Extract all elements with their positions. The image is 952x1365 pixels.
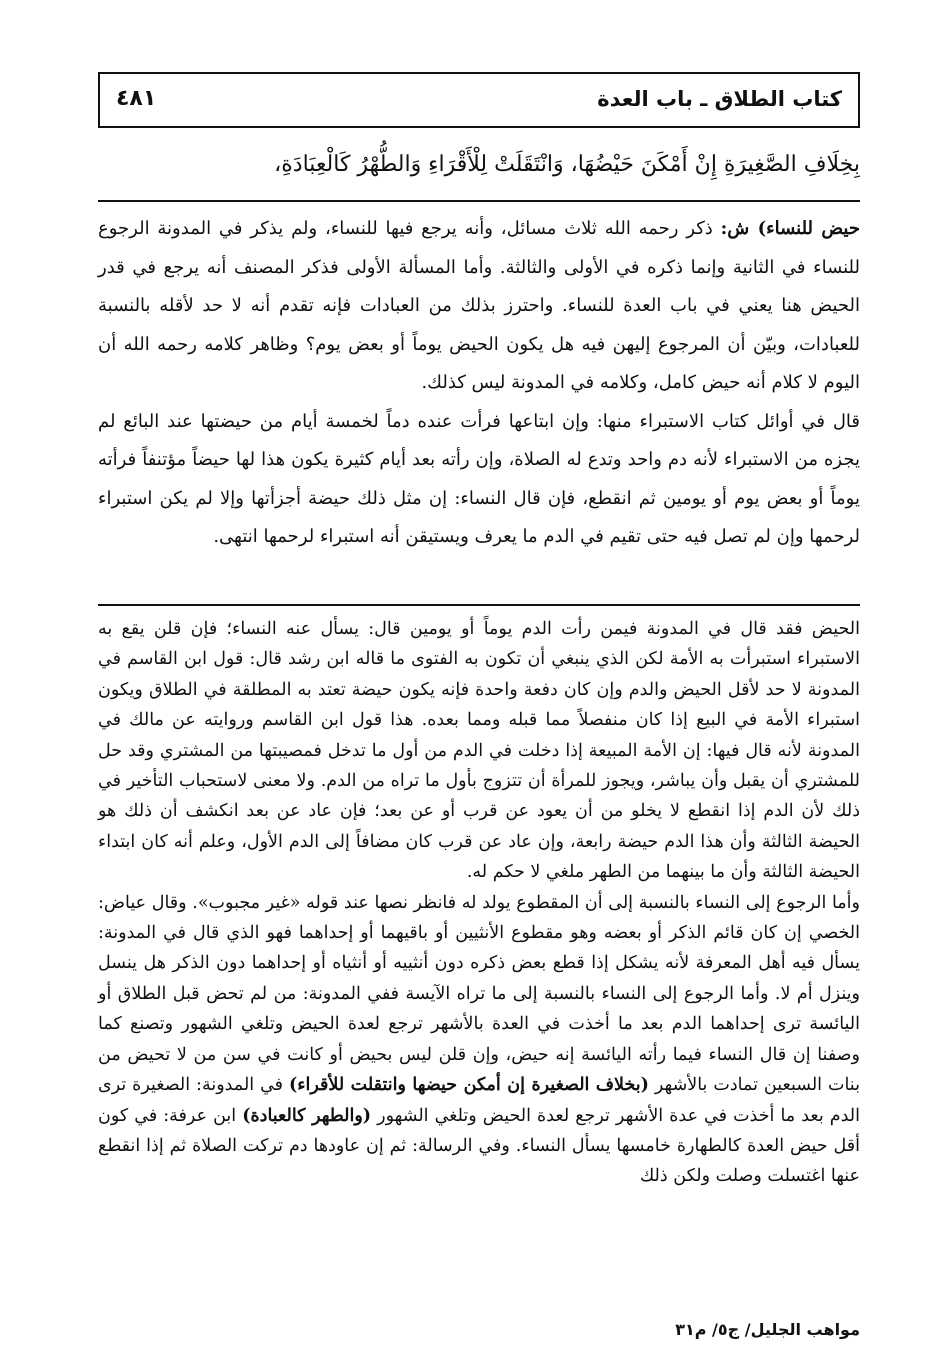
sharh-paragraph-1 — [98, 210, 860, 403]
matn-line: بِخِلَافِ الصَّغِيرَةِ إِنْ أَمْكَنَ حَيْضُهَا، وَانْتَقَلَتْ لِلْأَقْرَاءِ وَالطُّهْرُ كَالْعِبَادَةِ، — [274, 152, 860, 177]
hashiya-text-4: ابن عرفة: في كون أقل حيض العدة كالطهارة خامسها يسأل النساء. وفي الرسالة: ثم إن عاودها دم تركت الصلاة ثم إذا انقطع عنها اغتسلت وصلت ولكن ذلك — [98, 1105, 860, 1187]
sharh-section — [98, 210, 860, 557]
chapter-title: كتاب الطلاق ـ باب العدة — [597, 87, 842, 111]
page-number: ٤٨١ — [116, 86, 157, 111]
hashiya-section — [98, 614, 860, 1192]
sharh-text-1: ذكر رحمه الله ثلاث مسائل، وأنه يرجع فيها للنساء، ولم يذكر في المدونة الرجوع للنساء في الثانية وإنما ذكره في الأولى والثالثة. وأما المسألة الأولى فذكر المصنف أنه يرجع في قدر الحيض هنا يعني في باب العدة للنساء. واحترز بذلك من العبادات فإنه تقدم أنه لا حد لأقله بالنسبة للعبادات، وبيّن أن المرجوع إليهن فيه هل يكون الحيض يوماً أو بعض يوم؟ وظاهر كلامه رحمه الله أن اليوم لا كلام أنه حيض كامل، وكلامه في المدونة ليس كذلك. — [98, 218, 860, 393]
sharh-paragraph-2: قال في أوائل كتاب الاستبراء منها: وإن ابتاعها فرأت عنده دماً لخمسة أيام من حيضتها عند البائع لم يجزه من الاستبراء لأنه دم واحد وتدع له الصلاة، وإن رأته بعد أيام كثيرة يكون هذا لها حيضاً مؤتنفاً فرأته يوماً أو بعض يوم أو يومين ثم انقطع، فإن قال النساء: إن مثل ذلك حيضة أجزأتها وإلا لم يكن استبراء لرحمها وإن لم تصل فيه حتى تقيم في الدم ما يعرف ويستيقن أنه استبراء لرحمها انتهى. — [98, 410, 860, 547]
matn-divider — [98, 200, 860, 202]
footer-signature: مواهب الجليل/ ج٥/ م٣١ — [675, 1320, 860, 1339]
hashiya-paragraph-1: الحيض فقد قال في المدونة فيمن رأت الدم يوماً أو يومين قال: يسأل عنه النساء؛ فإن قلن يقع به الاستبراء استبرأت به الأمة لكن الذي ينبغي أن تكون به الفتوى ما قاله ابن رشد قال: قول ابن القاسم في المدونة لا حد لأقل الحيض والدم وإن كان دفعة واحدة فإنه يكون حيضة تعتد به المطلقة في الطلاق ويكون استبراء الأمة في البيع إذا كان منفصلاً مما قبله ومما بعده. هذا قول ابن القاسم وروايته عن مالك في المدونة لأنه قال فيها: إن الأمة المبيعة إذا دخلت في الدم من أول ما تدخل فمصيبتها من المشتري وقد حل للمشتري أن يقبل وأن يباشر، ويجوز للمرأة أن تتزوج بأول ما تراه من الدم. ولا معنى لاستحباب التأخير في ذلك لأن الدم إذا انقطع لا يخلو من أن يعود عن قرب أو عن بعد؛ فإن عاد عن بعد انكشف أن ذلك هو الحيضة الثالثة وأن هذا الدم حيضة رابعة، وإن عاد عن قرب كان مضافاً إلى الدم الأول، وعلم أنه كان ابتداء الحيضة الثالثة وأن ما بينهما من الطهر ملغي لا حكم له. — [98, 619, 860, 883]
hashiya-paragraph-2 — [98, 888, 860, 1192]
hashiya-divider — [98, 604, 860, 606]
hashiya-text-2: وأما الرجوع إلى النساء بالنسبة إلى أن المقطوع يولد له فانظر نصها عند قوله «غير مجبوب». وقال عياض: الخصي إن كان قائم الذكر أو بعضه وهو مقطوع الأنثيين أو باقيهما أو إحداهما فهو الذي قال في المدونة: يسأل فيه أهل المعرفة لأنه يشكل إذا قطع بعض ذكره دون أنثييه أو أنثياه أو إحداهما دون الذكر هل ينسل وينزل أم لا. وأما الرجوع إلى النساء بالنسبة إلى ما تراه الآيسة ففي المدونة: من لم تحض قبل الطلاق أو اليائسة ترى إحداهما الدم بعد ما أخذت في العدة بالأشهر ترجع لعدة الحيض وتلغي الشهور وتصنع كما وصفنا إن قال النساء فيما رأته اليائسة إنه حيض، وإن قلن ليس بحيض أو كانت في سن من لا تحيض من بنات السبعين تمادت بالأشهر — [98, 892, 860, 1096]
quoted-matn-1: (بخلاف الصغيرة إن أمكن حيضها وانتقلت للأقراء) — [289, 1075, 649, 1096]
hashiya-text-3: في المدونة: الصغيرة ترى الدم بعد ما أخذت في عدة الأشهر ترجع لعدة الحيض وتلغي الشهور — [98, 1075, 860, 1126]
quoted-matn-2: (والطهر كالعبادة) — [242, 1105, 372, 1126]
sharh-heading: حيض للنساء) ش: — [720, 218, 860, 239]
running-header — [98, 72, 860, 128]
